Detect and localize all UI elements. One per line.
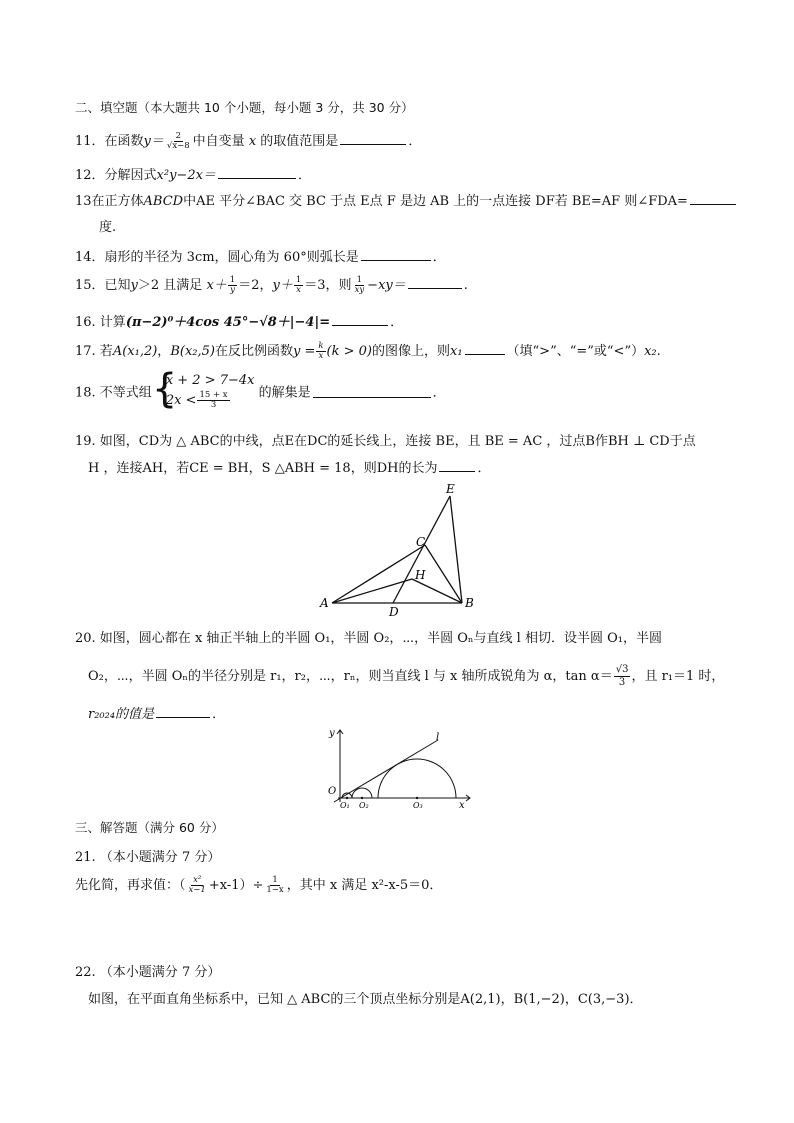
- question-13-cont: 度.: [99, 220, 117, 235]
- answer-blank[interactable]: [156, 705, 210, 718]
- question-19: 19. 如图，CD为 △ ABC的中线，点E在DC的延长线上，连接 BE，且 BE = AC ，过点B作BH ⊥ CD于点: [75, 434, 696, 449]
- answer-blank[interactable]: [340, 132, 406, 145]
- answer-blank[interactable]: [218, 166, 296, 179]
- question-20-cont: O₂，⋯，半圆 Oₙ的半径分别是 r₁，r₂，⋯，rₙ，则当直线 l 与 x 轴所成锐角为 α，tan α＝ $\frac{√3}{3}$ ，且 r₁＝1 时，: [88, 664, 725, 688]
- answer-blank[interactable]: [690, 192, 736, 205]
- question-18: 18. 不等式组 { x + 2 > 7−4x 2x < $\frac{15 + x}{3}$ 的解集是 ．: [75, 371, 446, 411]
- question-21: 先化简，再求值：（ $\frac{\text{x²}}{x-1}$ +x-1）÷ $\frac{1}{1-x}$ ，其中 x 满足 x²-x-5＝0．: [75, 875, 443, 895]
- question-16: 16. 计算(π−2)⁰＋4cos 45°−√8＋|−4|= ．: [75, 315, 404, 330]
- label-l: l: [436, 732, 440, 743]
- semicircle-figure: [320, 726, 480, 810]
- label-B: B: [465, 596, 474, 610]
- question-19-cont: H ，连接AH，若CE = BH，S △ABH = 18，则DH的长为 ．: [88, 461, 491, 476]
- answer-blank[interactable]: [439, 459, 475, 472]
- answer-blank[interactable]: [465, 342, 505, 355]
- fraction: $\frac{2}{√x-8}$: [166, 131, 190, 151]
- fraction: $\frac{k}{x}$: [318, 341, 324, 361]
- question-20-cont2: r₂₀₂₄的值是 ．: [88, 707, 226, 722]
- question-20: 20. 如图，圆心都在 x 轴正半轴上的半圆 O₁，半圆 O₂，⋯，半圆 Oₙ与直线 l 相切．设半圆 O₁，半圆: [75, 631, 662, 646]
- fraction: $\frac{1}{x}$: [295, 275, 302, 295]
- section-title: 二、填空题（本大题共 10 个小题，每小题 3 分，共 30 分）: [75, 100, 414, 115]
- question-21-header: 21. （本小题满分 7 分）: [75, 850, 221, 865]
- label-O1: O₁: [340, 801, 350, 810]
- section-title: 三、解答题（满分 60 分）: [75, 820, 224, 835]
- label-x-axis: x: [459, 800, 465, 810]
- label-D: D: [389, 605, 399, 618]
- label-O3: O₃: [413, 801, 423, 810]
- label-C: C: [416, 535, 426, 549]
- fraction: $\frac{\text{x²}}{x-1}$: [188, 875, 206, 895]
- label-O2: O₂: [359, 801, 369, 810]
- question-11: 11．在函数y＝ $\frac{2}{√x-8}$ 中自变量 x 的取值范围是 ．: [75, 131, 422, 151]
- question-12: 12．分解因式x²y−2x＝ ．: [75, 168, 311, 183]
- answer-blank[interactable]: [332, 313, 388, 326]
- label-A: A: [320, 596, 329, 610]
- answer-blank[interactable]: [313, 385, 431, 398]
- label-y-axis: y: [329, 728, 335, 739]
- label-O: O: [328, 786, 337, 797]
- question-22: 如图，在平面直角坐标系中，已知 △ ABC的三个顶点坐标分别是A(2,1)，B(1,−2)，C(3,−3)．: [88, 992, 643, 1007]
- question-15: 15．已知y＞2 且满足 x＋ $\frac{1}{y}$ ＝2，y＋ $\frac{1}{x}$ ＝3，则 $\frac{1}{xy}$ −xy＝ .: [75, 275, 468, 295]
- answer-blank[interactable]: [361, 248, 431, 261]
- fraction: $\frac{1}{xy}$: [354, 275, 365, 295]
- answer-blank[interactable]: [408, 276, 462, 289]
- label-E: E: [446, 482, 455, 496]
- question-13: 13在正方体ABCD中AE 平分∠BAC 交 BC 于点 E点 F 是边 AB 上的一点连接 DF若 BE=AF 则∠FDA=: [75, 190, 738, 209]
- question-14: 14．扇形的半径为 3cm，圆心角为 60°则弧长是 ．: [75, 250, 446, 265]
- label-H: H: [415, 568, 426, 582]
- triangle-figure: [310, 478, 490, 618]
- fraction: $\frac{1}{1-x}$: [266, 875, 284, 895]
- question-22-header: 22. （本小题满分 7 分）: [75, 965, 221, 980]
- inequality-system: { x + 2 > 7−4x 2x < $\frac{15 + x}{3}$: [160, 371, 255, 411]
- fraction: $\frac{√3}{3}$: [615, 664, 629, 688]
- fraction: $\frac{1}{y}$: [229, 275, 236, 295]
- question-17: 17. 若A(x₁,2)，B(x₂,5)在反比例函数y = $\frac{k}{x}$ (k > 0)的图像上，则x₁ （填“>”、“=”或“<”）x₂.: [75, 341, 661, 361]
